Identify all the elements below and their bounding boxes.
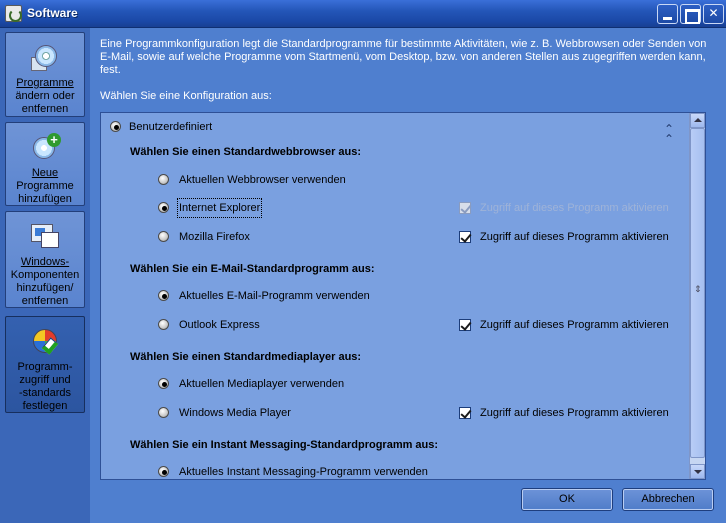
maximize-button[interactable] bbox=[680, 4, 701, 24]
close-button[interactable]: ✕ bbox=[703, 4, 724, 24]
access-checkbox[interactable] bbox=[459, 407, 471, 419]
option-radio[interactable] bbox=[158, 378, 169, 389]
intro-text: Eine Programmkonfiguration legt die Standardprogramme für bestimmte Aktivitäten, wie z. B. Webbrowsen oder Senden von E-Mail, sowie auf welche Programme vom Startmenü, vom Desktop, bzw. von anderen Stellen aus zugegriffen werden kann, fest. bbox=[100, 38, 707, 76]
sidebar-item-program-access-defaults[interactable] bbox=[5, 316, 85, 413]
configuration-panel: Benutzerdefiniert ⌃ ⌃ Wählen Sie einen Standardwebbrowser aus: Aktuellen Webbrowser verwenden Internet Explorer Zugriff auf dieses Programm aktivieren Mozilla Firefox Zugriff auf dieses Programm aktivieren Wählen Sie ein E-Mail-Standardprogramm aus: Aktuelles E-Mail-Programm verwenden Outlook Express Zugriff auf dieses Programm aktivieren Wählen Sie einen Standardmediaplayer aus: Aktuellen Mediaplayer verwenden Windows Media Player Zugriff auf dieses Programm aktivieren Wählen Sie ein Instant Messaging-Standardprogramm aus: Aktuelles Instant Messaging-Programm verwenden ⇕ bbox=[100, 112, 706, 480]
option-label: Mozilla Firefox bbox=[179, 231, 250, 243]
option-current-email[interactable] bbox=[101, 287, 691, 305]
sidebar bbox=[0, 28, 90, 523]
option-radio[interactable] bbox=[158, 231, 169, 242]
option-current-browser[interactable] bbox=[101, 171, 691, 189]
access-label: Zugriff auf dieses Programm aktivieren bbox=[480, 407, 669, 419]
scroll-up-arrow-icon[interactable] bbox=[690, 113, 705, 128]
access-label: Zugriff auf dieses Programm aktivieren bbox=[480, 319, 669, 331]
sidebar-item-label: Programm- zugriff und -standards festlegen bbox=[17, 361, 73, 412]
access-label: Zugriff auf dieses Programm aktivieren bbox=[480, 202, 669, 214]
option-radio[interactable] bbox=[158, 290, 169, 301]
option-radio[interactable] bbox=[158, 174, 169, 185]
option-radio[interactable] bbox=[158, 319, 169, 330]
option-label: Aktuellen Webbrowser verwenden bbox=[179, 174, 346, 186]
main-content bbox=[90, 28, 726, 523]
config-row-custom[interactable] bbox=[101, 118, 691, 146]
sidebar-item-label: Neue Programme hinzufügen bbox=[16, 167, 74, 205]
option-radio[interactable] bbox=[158, 202, 169, 213]
option-radio[interactable] bbox=[158, 466, 169, 477]
minimize-button[interactable] bbox=[657, 4, 678, 24]
config-radio[interactable] bbox=[110, 121, 121, 132]
option-current-messaging[interactable] bbox=[101, 463, 691, 480]
access-label: Zugriff auf dieses Programm aktivieren bbox=[480, 231, 669, 243]
choose-config-label: Wählen Sie eine Konfiguration aus: bbox=[100, 90, 272, 102]
sidebar-item-add-programs[interactable] bbox=[5, 122, 85, 206]
window-title: Software bbox=[27, 6, 78, 20]
option-label: Aktuelles E-Mail-Programm verwenden bbox=[179, 290, 370, 302]
option-mozilla-firefox[interactable] bbox=[101, 228, 691, 246]
access-checkbox[interactable] bbox=[459, 231, 471, 243]
title-bar[interactable] bbox=[0, 0, 726, 28]
add-program-icon: + bbox=[29, 133, 61, 163]
option-windows-media-player[interactable] bbox=[101, 404, 691, 422]
sidebar-item-windows-components[interactable] bbox=[5, 211, 85, 308]
scrollbar-thumb[interactable] bbox=[690, 128, 705, 458]
sidebar-item-label: Windows- Komponenten hinzufügen/ entfernen bbox=[10, 256, 80, 307]
sidebar-item-change-remove-programs[interactable] bbox=[5, 32, 85, 117]
option-radio[interactable] bbox=[158, 407, 169, 418]
ok-button[interactable]: OK bbox=[521, 488, 613, 511]
cancel-button[interactable]: Abbrechen bbox=[622, 488, 714, 511]
collapse-icon[interactable]: ⌃ ⌃ bbox=[663, 122, 675, 146]
option-outlook-express[interactable] bbox=[101, 316, 691, 334]
scroll-down-arrow-icon[interactable] bbox=[690, 464, 705, 479]
option-label: Internet Explorer bbox=[178, 199, 261, 217]
option-current-mediaplayer[interactable] bbox=[101, 375, 691, 393]
access-checkbox bbox=[459, 202, 471, 214]
cd-box-icon bbox=[29, 43, 61, 73]
sidebar-item-label: Programme ändern oder entfernen bbox=[15, 77, 75, 115]
option-label: Windows Media Player bbox=[179, 407, 291, 419]
program-access-icon bbox=[29, 327, 61, 357]
option-label: Outlook Express bbox=[179, 319, 260, 331]
access-checkbox[interactable] bbox=[459, 319, 471, 331]
software-app-icon bbox=[5, 5, 22, 22]
vertical-scrollbar[interactable] bbox=[689, 113, 705, 479]
option-label: Aktuelles Instant Messaging-Programm verwenden bbox=[179, 466, 428, 478]
config-label: Benutzerdefiniert bbox=[129, 121, 213, 133]
option-internet-explorer[interactable] bbox=[101, 199, 691, 217]
windows-components-icon bbox=[29, 222, 61, 252]
option-label: Aktuellen Mediaplayer verwenden bbox=[179, 378, 345, 390]
